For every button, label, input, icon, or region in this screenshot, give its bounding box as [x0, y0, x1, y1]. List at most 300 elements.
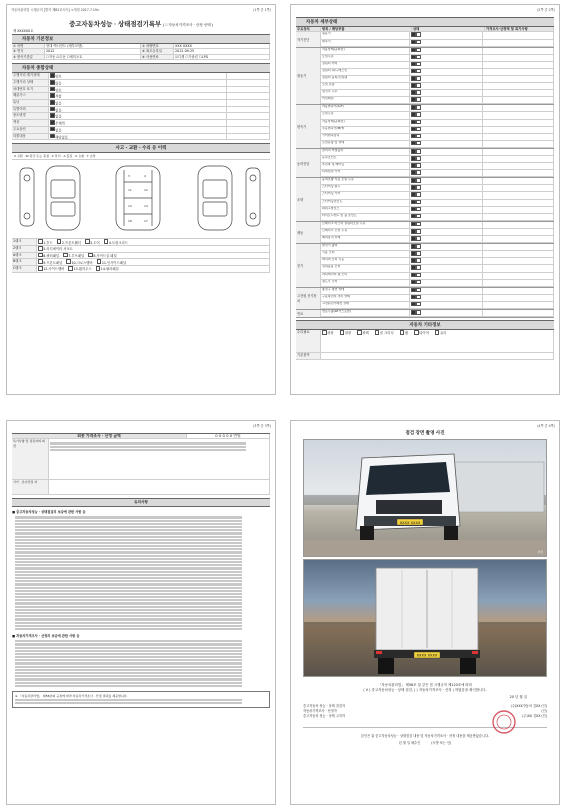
checkbox-icon[interactable]	[68, 266, 73, 271]
detail-price	[483, 134, 554, 140]
detail-status-table	[296, 32, 554, 318]
detail-state	[410, 127, 483, 133]
detail-price	[483, 310, 554, 316]
detail-item-row	[321, 120, 554, 127]
detail-price	[483, 76, 554, 82]
detail-price	[483, 258, 554, 264]
other-info-key: 수리필요	[296, 330, 321, 352]
status-value-cell	[49, 113, 227, 119]
checkbox-icon[interactable]	[411, 192, 416, 197]
detail-price	[483, 265, 554, 271]
checkbox-icon[interactable]	[411, 222, 416, 227]
checkbox-icon[interactable]	[416, 163, 421, 168]
detail-item: 작동상태(공회전)	[321, 48, 410, 54]
detail-state	[410, 207, 483, 213]
frame-part-label: 14.필러패널	[100, 267, 119, 272]
checkbox-icon[interactable]	[411, 120, 416, 125]
frame-part-label: 12.사이드멤버	[43, 267, 65, 272]
checkbox-icon[interactable]	[416, 48, 421, 53]
detail-state	[410, 105, 483, 111]
detail-item-row	[321, 251, 554, 258]
checkbox-icon[interactable]	[63, 253, 68, 258]
status-row	[12, 107, 270, 114]
basic-info-table	[12, 44, 270, 60]
checkbox-icon[interactable]	[38, 266, 43, 271]
svg-text:11: 11	[128, 188, 132, 193]
checkbox-icon[interactable]	[416, 288, 421, 293]
status-note-cell	[227, 80, 270, 86]
status-note-cell	[227, 87, 270, 93]
checkbox-icon[interactable]	[85, 239, 90, 244]
detail-item: 냉각수 누수	[321, 90, 410, 96]
detail-item-row	[321, 127, 554, 134]
appraiser-content	[49, 480, 270, 494]
detail-price	[483, 120, 554, 126]
checkbox-icon[interactable]	[411, 265, 416, 270]
basic-info-value: 2012	[45, 49, 141, 53]
page-number: (3쪽 중 3쪽)	[253, 424, 271, 428]
other-info-row	[296, 330, 554, 353]
status-value: 양호	[55, 74, 62, 79]
final-price-amount: 0 0 0 0 0 만원	[187, 434, 270, 438]
status-value-cell	[49, 93, 227, 99]
frame-parts	[37, 246, 270, 252]
date-line: 20 년 월 일	[509, 695, 527, 699]
col-state: 상태	[412, 27, 485, 31]
checkbox-icon[interactable]	[38, 246, 43, 251]
checkbox-icon[interactable]	[416, 156, 421, 161]
detail-state	[410, 200, 483, 206]
checkbox-icon[interactable]	[416, 207, 421, 212]
checkbox-icon[interactable]	[416, 69, 421, 74]
checkbox-icon[interactable]	[416, 244, 421, 249]
checkbox-icon[interactable]	[416, 295, 421, 300]
detail-group	[296, 222, 554, 244]
detail-group	[296, 178, 554, 222]
detail-state	[410, 273, 483, 279]
detail-item: 실린더 헤드/개스킷	[321, 69, 410, 75]
detail-state	[410, 55, 483, 61]
checkbox-icon[interactable]	[411, 112, 416, 117]
checkbox-icon[interactable]	[411, 244, 416, 249]
checkbox-icon[interactable]	[411, 105, 416, 110]
detail-item-row	[321, 302, 554, 309]
detail-item-row	[321, 156, 554, 163]
checkbox-icon[interactable]	[416, 76, 421, 81]
checkbox-icon[interactable]	[411, 170, 416, 175]
detail-group-items	[321, 178, 554, 221]
law-text-2: ( V ) 중고자동차성능 · 상태 점검, ( ) 자동차가격조사 · 산정 ) 하였음을 확인합니다.	[363, 688, 487, 692]
status-value: 없음	[55, 108, 62, 113]
checkbox-icon[interactable]	[38, 239, 43, 244]
detail-item: 오일누유	[321, 112, 410, 118]
checkbox-icon[interactable]	[416, 265, 421, 270]
checkbox-icon[interactable]	[411, 185, 416, 190]
detail-item: 연료누출(LP가스포함)	[321, 310, 410, 316]
status-value: 적합	[55, 94, 62, 99]
detail-group-items	[321, 32, 554, 46]
checkbox-icon[interactable]	[416, 280, 421, 285]
detail-item-row	[321, 207, 554, 214]
photo-rear	[303, 559, 547, 677]
frame-damage-table	[12, 239, 270, 273]
checkbox-icon[interactable]	[50, 113, 55, 118]
status-note-cell	[227, 100, 270, 106]
detail-price	[483, 302, 554, 308]
detail-price	[483, 156, 554, 162]
detail-item-row	[321, 149, 554, 156]
checkbox-icon[interactable]	[435, 330, 440, 335]
checkbox-icon[interactable]	[416, 127, 421, 132]
detail-state	[410, 141, 483, 147]
detail-group-name: 원동기	[296, 48, 321, 105]
detail-item: 오일 유량	[321, 83, 410, 89]
frame-part-label: 2.프론트휀더	[61, 240, 81, 245]
basic-info-value: 현대 엑시언트 (세부모델)	[45, 44, 141, 48]
checkbox-icon[interactable]	[411, 69, 416, 74]
signer-name: (인)	[541, 709, 547, 713]
frame-row	[12, 253, 270, 260]
checkbox-icon[interactable]	[416, 273, 421, 278]
checkbox-icon[interactable]	[411, 273, 416, 278]
checkbox-icon[interactable]	[50, 93, 55, 98]
signer-role: 자동차가격조사 · 산정자	[303, 709, 337, 713]
status-item: 용도변경	[12, 113, 49, 119]
checkbox-icon[interactable]	[50, 107, 55, 112]
detail-price	[483, 163, 554, 169]
detail-item: 스티어링조인트	[321, 200, 410, 206]
detail-item-row	[321, 288, 554, 295]
frame-rank: 2랭크	[12, 246, 37, 252]
detail-state	[410, 310, 483, 316]
detail-group-items	[321, 244, 554, 287]
checkbox-icon[interactable]	[411, 62, 416, 67]
checkbox-icon[interactable]	[416, 105, 421, 110]
signer-name: (주)XX 김XX (인)	[522, 714, 547, 718]
remarks-content	[49, 439, 270, 479]
page-number: (1쪽 중 1쪽)	[253, 8, 271, 12]
detail-item-row	[321, 76, 554, 83]
detail-price	[483, 32, 554, 38]
basic-info-value: ☑디젤 ☐가솔린 ☐LPG	[174, 55, 270, 59]
page-4-photos	[290, 420, 560, 805]
detail-item: 작동상태(공회전)	[321, 120, 410, 126]
checkbox-icon[interactable]	[411, 149, 416, 154]
detail-state	[410, 214, 483, 220]
checkbox-icon[interactable]	[411, 97, 416, 102]
status-row	[12, 73, 270, 80]
detail-item: 스티어링 펌프	[321, 185, 410, 191]
status-note-cell	[227, 73, 270, 79]
basic-info-value: XXX XXXX	[174, 44, 270, 48]
detail-state	[410, 178, 483, 184]
detail-group-name: 제동	[296, 222, 321, 243]
detail-item: 구동축전지 격리 상태	[321, 295, 410, 301]
col-device: 주요장치	[296, 27, 321, 31]
detail-state	[410, 97, 483, 103]
form-header-law: 자동차관리법 시행규칙 [별지 제82호서식] <개정 2017.7.19>	[11, 8, 100, 12]
detail-price	[483, 229, 554, 235]
detail-state	[410, 32, 483, 38]
status-note-cell	[227, 113, 270, 119]
checkbox-icon[interactable]	[411, 32, 416, 37]
checkbox-icon[interactable]	[411, 214, 416, 219]
status-item: 배출가스	[12, 93, 49, 99]
svg-text:16: 16	[128, 219, 132, 224]
svg-text:13: 13	[128, 204, 132, 209]
checkbox-icon[interactable]	[416, 200, 421, 205]
checkbox-icon[interactable]	[411, 295, 416, 300]
detail-price	[483, 112, 554, 118]
detail-item-row	[321, 83, 554, 90]
detail-item: 라디에이터 팬 모터	[321, 273, 410, 279]
other-info-key: 기본품목	[296, 353, 321, 359]
detail-group-items	[321, 310, 554, 317]
checkbox-icon[interactable]	[416, 90, 421, 95]
detail-item: 자동변속기(A/T)	[321, 105, 410, 111]
frame-rank: 1랭크	[12, 239, 37, 245]
checkbox-icon[interactable]	[50, 87, 55, 92]
signature-block	[303, 683, 547, 746]
detail-item: 시동 모터	[321, 251, 410, 257]
basic-info-key: ② 차량번호	[141, 44, 174, 48]
detail-item-row	[321, 55, 554, 62]
section-accident-history: 사고 · 교환 · 수리 등 이력	[12, 143, 270, 153]
checkbox-icon[interactable]	[416, 178, 421, 183]
checkbox-icon[interactable]	[104, 239, 109, 244]
checkbox-icon[interactable]	[411, 141, 416, 146]
checkbox-icon[interactable]	[411, 76, 416, 81]
checkbox-icon[interactable]	[416, 236, 421, 241]
checkbox-icon[interactable]	[411, 288, 416, 293]
checkbox-icon[interactable]	[97, 259, 102, 264]
detail-item: 스티어링 기어	[321, 192, 410, 198]
checkbox-icon[interactable]	[411, 302, 416, 307]
detail-item-row	[321, 69, 554, 76]
checkbox-icon[interactable]	[411, 178, 416, 183]
status-row	[12, 120, 270, 127]
detail-item: 수동변속기(M/T)	[321, 127, 410, 133]
detail-price	[483, 288, 554, 294]
detail-item-row	[321, 97, 554, 104]
detail-price	[483, 236, 554, 242]
frame-part-label: 11.인사이드패널	[101, 260, 127, 265]
checkbox-icon[interactable]	[416, 62, 421, 67]
checkbox-icon[interactable]	[416, 229, 421, 234]
detail-state	[410, 156, 483, 162]
detail-price	[483, 273, 554, 279]
detail-price	[483, 178, 554, 184]
checkbox-icon[interactable]	[411, 134, 416, 139]
checkbox-icon[interactable]	[38, 259, 43, 264]
other-info-item: 휠	[404, 331, 409, 336]
checkbox-icon[interactable]	[416, 214, 421, 219]
checkbox-icon[interactable]	[416, 32, 421, 37]
frame-part-label: 8.사이드실 패널	[93, 253, 117, 258]
checkbox-icon[interactable]	[411, 310, 416, 315]
section-detail-status: 자동차 세부상태	[296, 17, 554, 27]
price-note-box	[12, 691, 270, 708]
section-other-info: 자동차 기타정보	[296, 320, 554, 330]
detail-price	[483, 185, 554, 191]
detail-state	[410, 192, 483, 198]
red-stamp-icon	[491, 709, 517, 735]
detail-price	[483, 97, 554, 103]
checkbox-icon[interactable]	[416, 149, 421, 154]
checkbox-icon[interactable]	[416, 134, 421, 139]
detail-price	[483, 214, 554, 220]
checkbox-icon[interactable]	[416, 55, 421, 60]
checkbox-icon[interactable]	[411, 236, 416, 241]
photo-title: 점검 장면 촬영 사진	[405, 430, 445, 435]
detail-item-row	[321, 62, 554, 69]
checkbox-icon[interactable]	[416, 97, 421, 102]
page-2-detail-status	[290, 4, 560, 395]
detail-item-row	[321, 32, 554, 39]
checkbox-icon[interactable]	[96, 266, 101, 271]
detail-price	[483, 280, 554, 286]
detail-state	[410, 222, 483, 228]
status-note-cell	[227, 120, 270, 126]
checkbox-icon[interactable]	[411, 163, 416, 168]
frame-part-label: 10.크로스멤버	[71, 260, 93, 265]
status-value-cell	[49, 127, 227, 133]
checkbox-icon[interactable]	[340, 330, 345, 335]
detail-item-row	[321, 214, 554, 221]
checkbox-icon[interactable]	[50, 73, 55, 78]
checkbox-icon[interactable]	[416, 251, 421, 256]
notes-text-1	[12, 516, 270, 630]
frame-part-label: 4.트렁크리드	[108, 240, 128, 245]
detail-state	[410, 288, 483, 294]
detail-item: 배력장치 상태	[321, 236, 410, 242]
checkbox-icon[interactable]	[411, 127, 416, 132]
detail-item: 오일유량 및 상태	[321, 141, 410, 147]
detail-state	[410, 48, 483, 54]
notes-heading: 유의사항	[12, 498, 270, 507]
status-row	[12, 127, 270, 134]
frame-part-label: 3.도어	[90, 240, 100, 245]
checkbox-icon[interactable]	[411, 90, 416, 95]
checkbox-icon[interactable]	[411, 156, 416, 161]
status-row	[12, 87, 270, 94]
checkbox-icon[interactable]	[416, 112, 421, 117]
title-main: 중고자동차성능 · 상태점검기록부	[69, 21, 162, 28]
detail-price	[483, 192, 554, 198]
checkbox-icon[interactable]	[57, 239, 62, 244]
checkbox-icon[interactable]	[38, 253, 43, 258]
detail-group	[296, 310, 554, 318]
status-note-cell	[227, 127, 270, 133]
status-item: 주행거리 계기상태	[12, 73, 49, 79]
basic-info-key: ③ 연식	[12, 49, 45, 53]
detail-item-row	[321, 112, 554, 119]
checkbox-icon[interactable]	[416, 185, 421, 190]
frame-part-label: 1.후드	[43, 240, 53, 245]
front-plate-text: XXXX XXXX	[399, 520, 421, 525]
checkbox-icon[interactable]	[411, 40, 416, 45]
checkbox-icon[interactable]	[411, 48, 416, 53]
price-note-text: ※ 「자동차관리법」 제58조의 규정에 따라 자동차가격조사 · 산정 결과를 제공합니다.	[15, 693, 128, 698]
checkbox-icon[interactable]	[414, 330, 419, 335]
checkbox-icon[interactable]	[411, 280, 416, 285]
detail-price	[483, 295, 554, 301]
checkbox-icon[interactable]	[411, 200, 416, 205]
detail-item-row	[321, 185, 554, 192]
checkbox-icon[interactable]	[416, 192, 421, 197]
checkbox-icon[interactable]	[375, 330, 380, 335]
status-item: 색상	[12, 120, 49, 126]
checkbox-icon[interactable]	[400, 330, 405, 335]
checkbox-icon[interactable]	[416, 83, 421, 88]
detail-group	[296, 32, 554, 47]
detail-item: 등속조인트	[321, 156, 410, 162]
checkbox-icon[interactable]	[416, 40, 421, 45]
page-3-price-notes	[6, 420, 276, 805]
basic-info-key: ④ 최초등록일	[141, 49, 174, 53]
checkbox-icon[interactable]	[50, 127, 55, 132]
detail-price	[483, 251, 554, 257]
detail-item: 발전기 출력	[321, 244, 410, 250]
checkbox-icon[interactable]	[416, 302, 421, 307]
detail-group-items	[321, 149, 554, 177]
detail-group-name: 연료	[296, 310, 321, 317]
checkbox-icon[interactable]	[411, 258, 416, 263]
detail-state	[410, 134, 483, 140]
col-item: 항목 / 해당부품	[321, 27, 412, 31]
checkbox-icon[interactable]	[411, 55, 416, 60]
detail-item: 브레이크 오일 누유	[321, 229, 410, 235]
detail-state	[410, 295, 483, 301]
checkbox-icon[interactable]	[50, 80, 55, 85]
detail-item-row	[321, 258, 554, 265]
checkbox-icon[interactable]	[50, 100, 55, 105]
checkbox-icon[interactable]	[416, 222, 421, 227]
status-value: 양호	[55, 87, 62, 92]
checkbox-icon[interactable]	[416, 170, 421, 175]
signer-name: (주)XXX자동차 김XX (인)	[510, 704, 547, 708]
detail-item-row	[321, 105, 554, 112]
status-row	[12, 100, 270, 107]
checkbox-icon[interactable]	[411, 207, 416, 212]
car-diagram	[12, 160, 270, 239]
status-row	[12, 134, 270, 141]
basic-info-key: ⑥ 사용연료	[141, 55, 174, 59]
checkbox-icon[interactable]	[411, 83, 416, 88]
detail-item-row	[321, 178, 554, 185]
checkbox-icon[interactable]	[416, 120, 421, 125]
detail-price	[483, 48, 554, 54]
checkbox-icon[interactable]	[50, 134, 55, 139]
checkbox-icon[interactable]	[416, 141, 421, 146]
checkbox-icon[interactable]	[411, 229, 416, 234]
checkbox-icon[interactable]	[411, 251, 416, 256]
checkbox-icon[interactable]	[322, 330, 327, 335]
checkbox-icon[interactable]	[50, 120, 55, 125]
col-price: 가격조사·산정액 및 특기사항	[485, 27, 554, 31]
detail-group-name: 조향	[296, 178, 321, 221]
status-item: 차대번호 표기	[12, 87, 49, 93]
detail-state	[410, 185, 483, 191]
checkbox-icon[interactable]	[416, 258, 421, 263]
detail-state	[410, 83, 483, 89]
detail-price	[483, 55, 554, 61]
detail-group-items	[321, 48, 554, 105]
status-value-cell	[49, 107, 227, 113]
photo-front	[303, 439, 547, 557]
status-value-cell	[49, 80, 227, 86]
checkbox-icon[interactable]	[416, 310, 421, 315]
